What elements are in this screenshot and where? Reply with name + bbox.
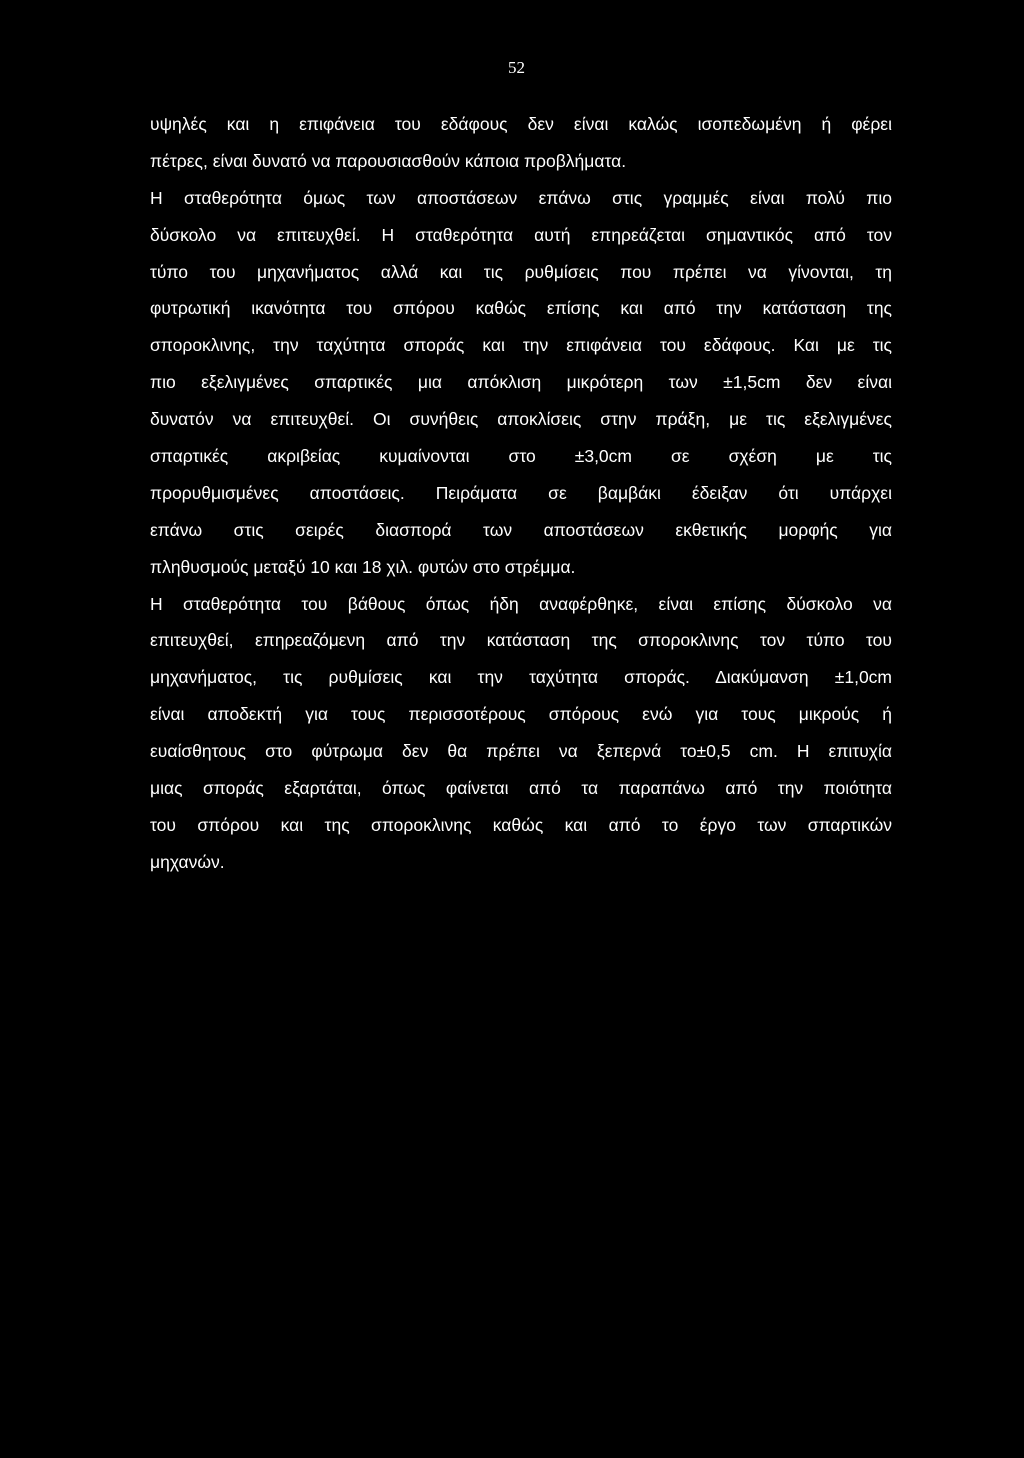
text-line: υψηλές και η επιφάνεια του εδάφους δεν είναι καλώς ισοπεδωμένη ή φέρει	[150, 114, 892, 134]
text-line: Η σταθερότητα του βάθους όπως ήδη αναφέρθηκε, είναι επίσης δύσκολο να	[150, 593, 892, 614]
text-line: είναι αποδεκτή για τους περισσοτέρους σπόρους ενώ για τους μικρούς ή	[150, 704, 892, 725]
text-line: ευαίσθητους στο φύτρωμα δεν θα πρέπει να ξεπερνά το±0,5 cm. Η επιτυχία	[150, 741, 892, 762]
text-line: του σπόρου και της σποροκλινης καθώς και από το έργο των σπαρτικών	[150, 814, 892, 835]
text-line: μηχανών.	[150, 851, 225, 872]
text-line: πληθυσμούς μεταξύ 10 και 18 χιλ. φυτών στο στρέμμα.	[150, 556, 576, 577]
text-line: επιτευχθεί, επηρεαζόμενη από την κατάσταση της σποροκλινης τον τύπο του	[150, 630, 892, 651]
text-line: πιο εξελιγμένες σπαρτικές μια απόκλιση μικρότερη των ±1,5cm δεν είναι	[150, 372, 892, 393]
text-line: τύπο του μηχανήματος αλλά και τις ρυθμίσεις που πρέπει να γίνονται, τη	[150, 261, 892, 282]
text-line: δυνατόν να επιτευχθεί. Οι συνήθεις αποκλίσεις στην πράξη, με τις εξελιγμένες	[150, 409, 892, 430]
text-line: φυτρωτική ικανότητα του σπόρου καθώς επίσης και από την κατάσταση της	[150, 298, 892, 319]
text-line: Η σταθερότητα όμως των αποστάσεων επάνω στις γραμμές είναι πολύ πιο	[150, 187, 892, 208]
text-line: πέτρες, είναι δυνατό να παρουσιασθούν κάποια προβλήματα.	[150, 150, 627, 171]
page-number: 52	[508, 58, 525, 77]
text-line: δύσκολο να επιτευχθεί. Η σταθερότητα αυτή επηρεάζεται σημαντικός από τον	[150, 224, 892, 245]
body-text	[150, 111, 892, 886]
paragraph	[150, 111, 892, 185]
paragraph	[150, 591, 892, 886]
paragraph	[150, 185, 892, 591]
text-line: σπαρτικές ακριβείας κυμαίνονται στο ±3,0cm σε σχέση με τις	[150, 446, 892, 467]
text-line: προρυθμισμένες αποστάσεις. Πειράματα σε βαμβάκι έδειξαν ότι υπάρχει	[150, 482, 892, 503]
text-line: επάνω στις σειρές διασπορά των αποστάσεων εκθετικής μορφής για	[150, 519, 892, 540]
text-line: σποροκλινης, την ταχύτητα σποράς και την επιφάνεια του εδάφους. Και με τις	[150, 335, 892, 356]
text-line: μηχανήματος, τις ρυθμίσεις και την ταχύτητα σποράς. Διακύμανση ±1,0cm	[150, 667, 892, 688]
text-line: μιας σποράς εξαρτάται, όπως φαίνεται από τα παραπάνω από την ποιότητα	[150, 778, 892, 799]
